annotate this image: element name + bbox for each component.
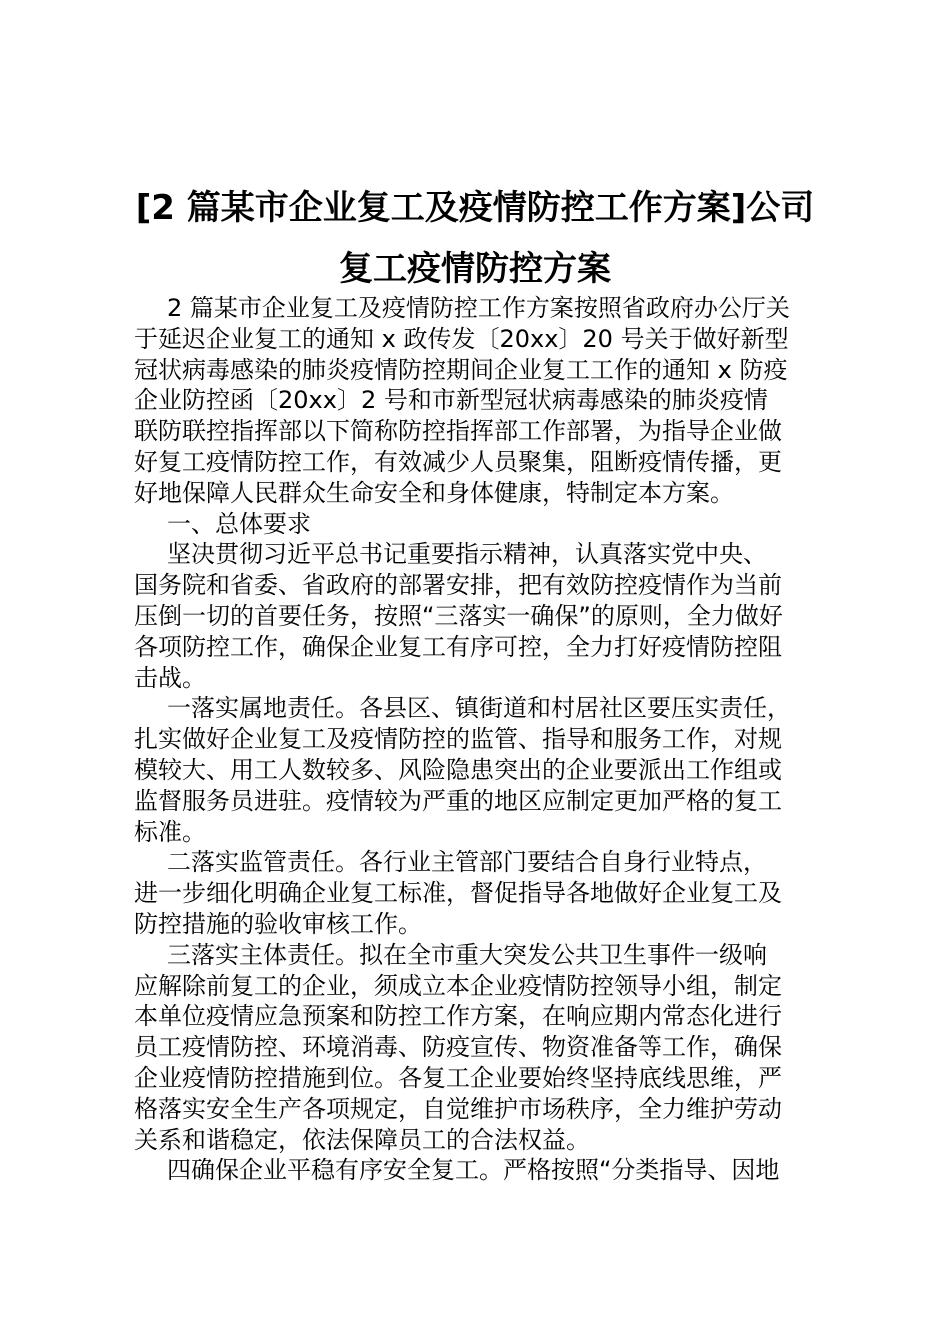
title-line: [2 篇某市企业复工及疫情防控工作方案]公司: [135, 188, 815, 228]
text-line: 应解除前复工的企业，须成立本企业疫情防控领导小组，制定: [134, 971, 782, 1000]
text-line: 好复工疫情防控工作，有效减少人员聚集，阻断疫情传播，更: [134, 447, 782, 476]
text-line: 一、总体要求: [167, 509, 311, 538]
text-line: 压倒一切的首要任务，按照“三落实一确保”的原则，全力做好: [134, 601, 783, 630]
text-line: 本单位疫情应急预案和防控工作方案，在响应期内常态化进行: [134, 1002, 782, 1031]
text-line: 监督服务员进驻。疫情较为严重的地区应制定更加严格的复工: [134, 786, 782, 815]
text-line: 格落实安全生产各项规定，自觉维护市场秩序，全力维护劳动: [134, 1094, 782, 1123]
text-line: 模较大、用工人数较多、风险隐患突出的企业要派出工作组或: [134, 755, 782, 784]
text-line: 企业防控函〔20xx〕2 号和市新型冠状病毒感染的肺炎疫情: [134, 386, 768, 415]
text-line: 员工疫情防控、环境消毒、防疫宣传、物资准备等工作，确保: [134, 1033, 782, 1062]
document-title: [100, 178, 850, 300]
document-body: [134, 293, 834, 1186]
text-line: 防控措施的验收审核工作。: [134, 909, 422, 938]
text-line: 2 篇某市企业复工及疫情防控工作方案按照省政府办公厅关: [167, 294, 790, 322]
text-line: 国务院和省委、省政府的部署安排，把有效防控疫情作为当前: [134, 571, 782, 600]
text-line: 进一步细化明确企业复工标准，督促指导各地做好企业复工及: [134, 879, 782, 908]
text-line: 一落实属地责任。各县区、镇街道和村居社区要压实责任，: [167, 694, 791, 723]
text-line: 二落实监管责任。各行业主管部门要结合自身行业特点，: [167, 848, 767, 877]
paragraph: [134, 693, 834, 847]
paragraph: [134, 847, 834, 939]
section-heading: [134, 509, 834, 540]
text-line: 好地保障人民群众生命安全和身体健康，特制定本方案。: [134, 478, 734, 507]
paragraph: [134, 539, 834, 693]
title-line: 复工疫情防控方案: [339, 249, 611, 289]
paragraph: [134, 940, 834, 1156]
text-line: 于延迟企业复工的通知 x 政传发〔20xx〕20 号关于做好新型: [134, 324, 789, 353]
text-line: 冠状病毒感染的肺炎疫情防控期间企业复工工作的通知 x 防疫: [134, 355, 788, 384]
text-line: 击战。: [134, 663, 206, 692]
text-line: 企业疫情防控措施到位。各复工企业要始终坚持底线思维，严: [134, 1063, 782, 1092]
text-line: 各项防控工作，确保企业复工有序可控，全力打好疫情防控阻: [134, 632, 782, 661]
text-line: 坚决贯彻习近平总书记重要指示精神，认真落实党中央、: [167, 540, 767, 569]
text-line: 扎实做好企业复工及疫情防控的监管、指导和服务工作，对规: [134, 725, 782, 754]
text-line: 关系和谐稳定，依法保障员工的合法权益。: [134, 1125, 590, 1154]
text-line: 联防联控指挥部以下简称防控指挥部工作部署，为指导企业做: [134, 417, 782, 446]
text-line: 四确保企业平稳有序安全复工。严格按照“分类指导、因地: [167, 1156, 780, 1185]
text-line: 三落实主体责任。拟在全市重大突发公共卫生事件一级响: [167, 940, 767, 969]
paragraph: [134, 1155, 834, 1186]
intro-paragraph: [134, 293, 834, 509]
text-line: 标准。: [134, 817, 206, 846]
